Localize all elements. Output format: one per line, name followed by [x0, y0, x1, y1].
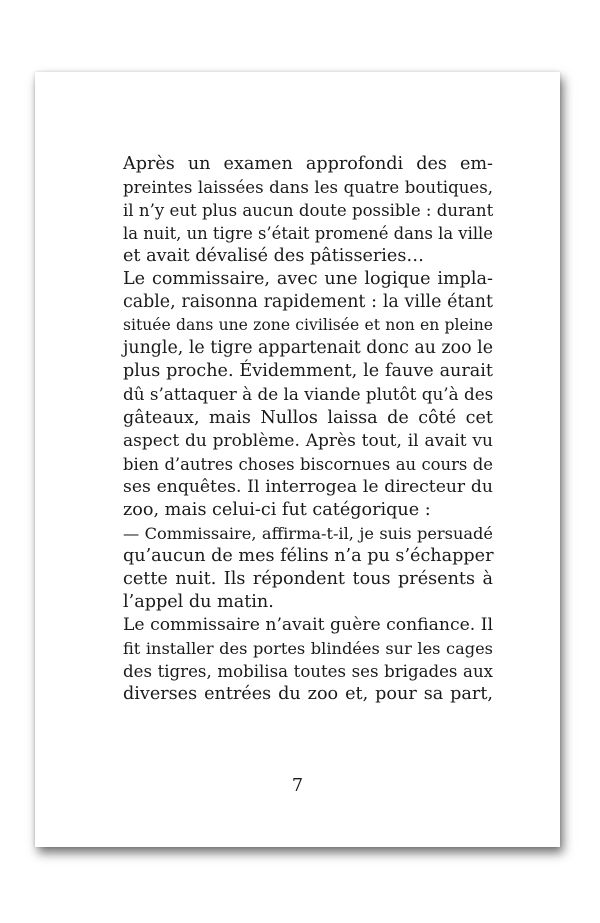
text-line: Le commissaire, avec une logique impla- — [123, 269, 493, 290]
text-line: la nuit, un tigre s’était promené dans la ville — [123, 224, 493, 244]
text-line: jungle, le tigre appartenait donc au zoo le — [123, 338, 493, 359]
text-line: des tigres, mobilisa toutes ses brigades aux — [123, 662, 493, 682]
text-line: cette nuit. Ils répondent tous présents à — [123, 568, 493, 589]
body-text — [123, 153, 493, 706]
text-line: preintes laissées dans les quatre boutiques, — [123, 178, 493, 198]
text-line: cable, raisonna rapidement : la ville étant — [123, 292, 493, 313]
text-line: gâteaux, mais Nullos laissa de côté cet — [123, 407, 493, 428]
book-page — [35, 72, 560, 847]
text-line: il n’y eut plus aucun doute possible : durant — [123, 201, 494, 221]
text-line: qu’aucun de mes félins n’a pu s’échapper — [123, 545, 494, 566]
text-line: l’appel du matin. — [123, 591, 274, 612]
text-line: plus proche. Évidemment, le fauve aurait — [123, 361, 493, 382]
page-number: 7 — [291, 776, 304, 796]
text-line: diverses entrées du zoo et, pour sa part, — [123, 684, 493, 705]
text-line: dû s’attaquer à de la viande plutôt qu’à des — [123, 384, 494, 405]
text-line: Après un examen approfondi des em- — [123, 154, 493, 174]
text-line: Le commissaire n’avait guère confiance. Il — [123, 614, 493, 635]
text-line: bien d’autres choses biscornues au cours de — [123, 454, 493, 474]
text-line: fit installer des portes blindées sur les cages — [123, 638, 493, 658]
text-line: aspect du problème. Après tout, il avait vu — [123, 430, 493, 451]
text-line: située dans une zone civilisée et non en pleine — [123, 316, 493, 335]
text-line: ses enquêtes. Il interrogea le directeur du — [123, 476, 493, 497]
text-line: zoo, mais celui-ci fut catégorique : — [123, 499, 431, 520]
text-line: — Commissaire, affirma-t-il, je suis persuadé — [123, 523, 493, 543]
text-line: et avait dévalisé des pâtisseries… — [123, 246, 424, 267]
